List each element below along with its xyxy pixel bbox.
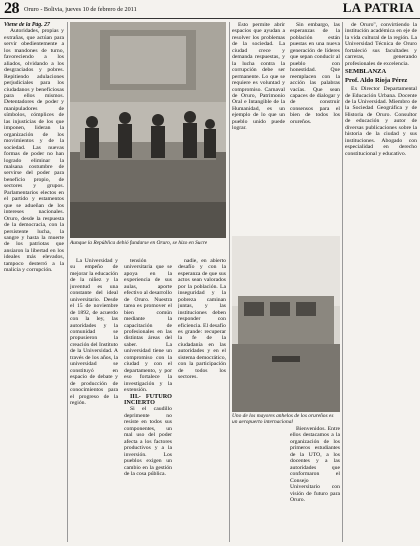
column-text: tensión universitaria que se apoya en la experiencia de sus aulas, aporte efectivo al desarrollo de Oruro. Nuestra tarea es promover el bien común mediante la capacitación de profesionales en las distintas áreas del saber. La universidad tiene un compromiso con la ciudad y con el departamento, y por eso fortalece la investigación y la extensión. bbox=[124, 258, 172, 394]
newspaper-brand: LA PATRIA bbox=[342, 0, 414, 15]
author-signature: Prof. Aldo Rioja Pérez bbox=[345, 76, 408, 84]
article-column-6 bbox=[290, 22, 340, 234]
article-column-6-lower bbox=[290, 426, 340, 542]
author-bio: Ex Director Departamental de Educación Urbana. Docente de la Universidad. Miembro de la Sociedad Geográfica y de Historia de Oruro. Consultor de educación y autor de diversas publicaciones sobre la historia de la ciudad y sus instituciones. Abogado con especialidad en derecho constitucional y educativo. bbox=[345, 86, 417, 157]
column-divider bbox=[342, 22, 343, 542]
dateline: Oruro - Bolivia, jueves 10 de febrero de 2011 bbox=[24, 6, 137, 13]
airport-photo bbox=[232, 236, 340, 412]
page-number: 28 bbox=[4, 0, 19, 17]
column-text: Autoridades, propias y extrañas, que actúan para servir obedientemente a los mandones de turno, favoreciendo a los aliados, olvidando a los desgraciados y pobres. Repitiendo adulaciones perjudiciales para los ciudadanos y beneficiosas para ellos mismos. Detentadores de poder y manipuladores de símbolos, cómplices de las injusticias de los que imponen, lideran la organización de los movimientos y de la sociedad. Las nuevas formas de poder no han logrado eliminar la malsana costumbre de servirse del poder para beneficio propio, de sectores y grupos. Parlamentarios electos en el partido y estamentos que se adueñan de los intereses nacionales. Oruro, desde la respuesta de la democracia, con la persistente lucha, la sangre y hasta la muerte de los patriotas que ansiaron la libertad en los ideales más elevados, tampoco desterró a la malicia y corrupción. bbox=[4, 28, 64, 274]
section-heading: SEMBLANZA bbox=[345, 68, 387, 76]
column-divider bbox=[67, 22, 68, 542]
column-divider bbox=[229, 22, 230, 542]
column-text-continued: Si el caudillo deprimente no resiste en todos sus componentes, un mal uso del poder afecta a los factores productivos y a la inversión. Los pueblos exigen un cambio en la gestión de la cosa pública. bbox=[124, 406, 172, 477]
column-text: La Universidad y su empeño de mejorar la educación de la niñez y la juventud es una constante del ideal universitario. Desde el 15 de noviembre de 1892, de acuerdo con la ley, las autoridades y la comunidad se propusieron la creación del Instituto de la Universidad. A través de los años, la universidad se constituyó en espacio de debate y de producción de conocimientos para el progreso de la región. bbox=[70, 258, 118, 406]
column-text: nadie, en abierto desafío y con la esperanza de que sus actos sean valorados por la población. La inseguridad y la pobreza caminan juntas, y las instituciones deben responder con eficiencia. El desafío es grande: recuperar la fe de la ciudadanía en las autoridades y en el sistema democrático, con la participación de todos los sectores. bbox=[178, 258, 226, 381]
airport-photo-caption: Uno de los mayores anhelos de los orureños es un aeropuerto internacional bbox=[232, 413, 334, 425]
article-column-7 bbox=[345, 22, 417, 542]
airport-photo-image bbox=[232, 236, 340, 412]
ceremony-photo-caption: Aunque la República debió fundarse en Oruro, se hizo en Sucre bbox=[70, 240, 208, 246]
masthead bbox=[0, 0, 420, 19]
article-column-2 bbox=[70, 258, 118, 542]
article-column-3 bbox=[124, 258, 172, 542]
article-column-1 bbox=[4, 22, 64, 542]
column-text: Esto permite abrir espacios que ayudan a resolver los problemas de la sociedad. La ciudad crece y demanda respuestas, y la lucha contra la corrupción debe ser permanente. Lo que se requiere es voluntad y compromiso. Carnaval de Oruro, Patrimonio Oral e Intangible de la Humanidad, es un ejemplo de lo que un pueblo unido puede lograr. bbox=[232, 22, 285, 132]
ceremony-photo bbox=[70, 22, 226, 238]
continued-from-label: Viene de la Pág. 27 bbox=[4, 22, 50, 28]
article-column-4 bbox=[178, 258, 226, 542]
ceremony-photo-image bbox=[70, 22, 226, 238]
article-column-5 bbox=[232, 22, 285, 234]
column-text: Sin embargo, las esperanzas de la población están puestas en una nueva generación de líderes que sepan conducir al pueblo con honestidad. Que reemplacen con la acción las palabras vacías. Que sean capaces de dialogar y de construir consensos para el bien de todos los orureños. bbox=[290, 22, 340, 125]
column-text: Bienvenidos. Entre ellos destacamos a la organización de los primeros estudiantes de la UTO, a los docentes y a las autoridades que conformaron el Consejo Universitario con visión de futuro para Oruro. bbox=[290, 426, 340, 503]
section-subhead: III.- FUTURO INCIERTO bbox=[124, 392, 172, 406]
column-text: de Oruro", convirtiendo la institución académica en eje de la vida cultural de la región. La Universidad Técnica de Oruro fortaleció sus facultades y carreras, generando profesionales de excelencia. bbox=[345, 22, 417, 67]
